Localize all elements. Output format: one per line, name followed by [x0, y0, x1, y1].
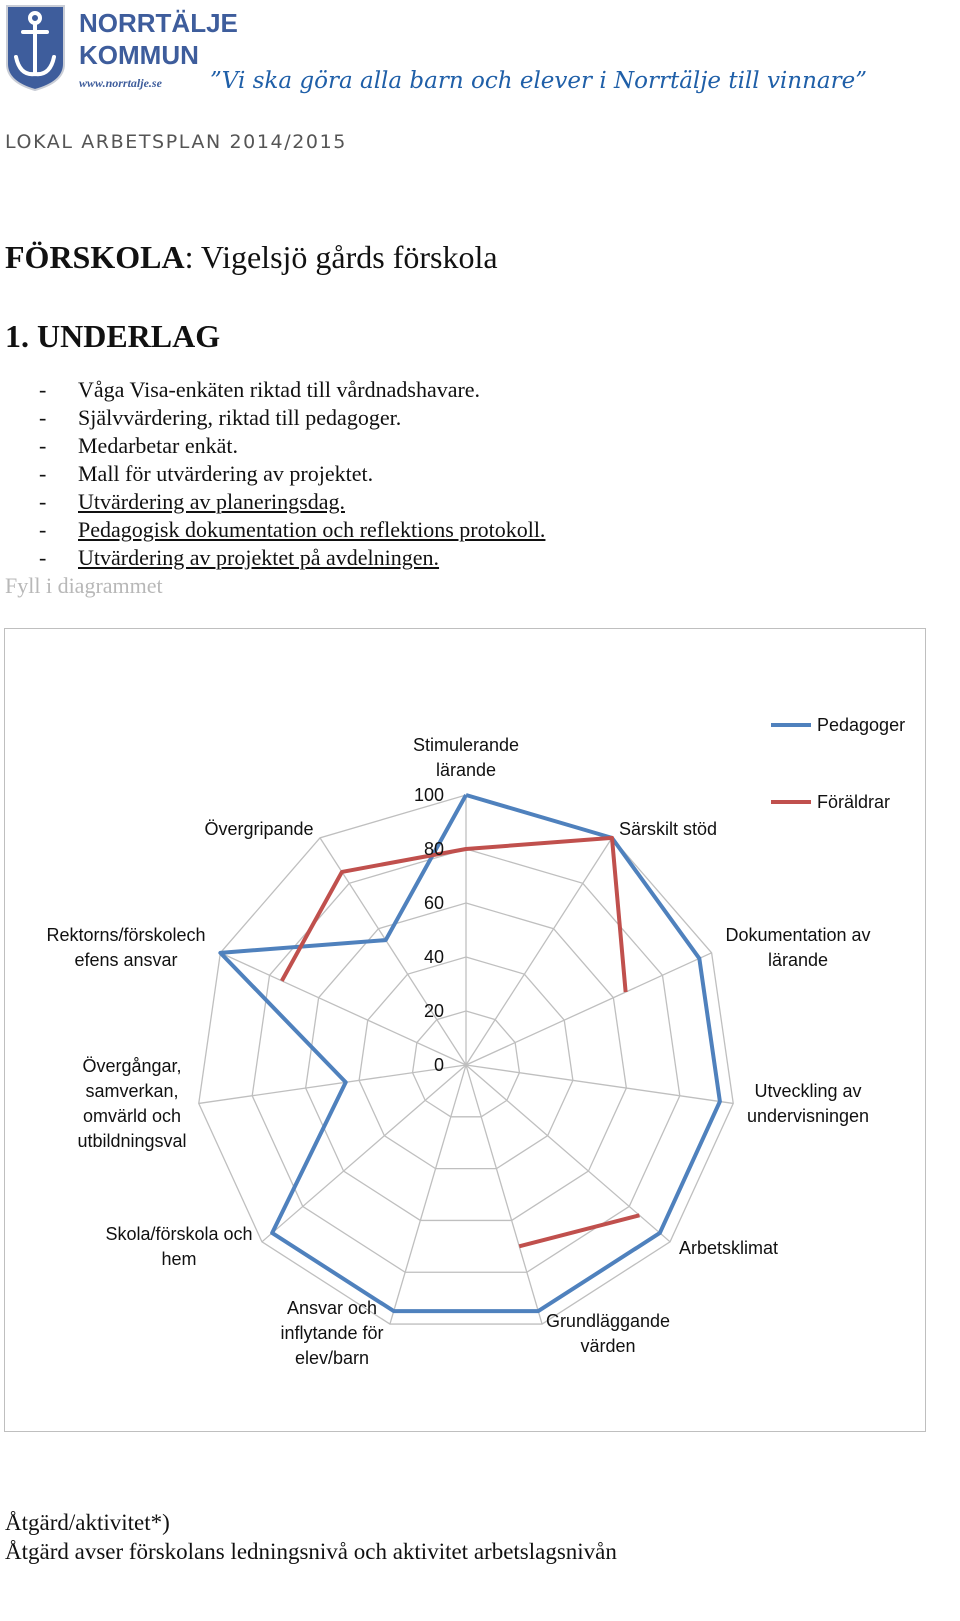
logo-name-line1: NORRTÄLJE	[79, 8, 238, 38]
category-label: Utveckling av	[754, 1081, 862, 1101]
list-dash: -	[39, 433, 47, 458]
title-prefix: FÖRSKOLA	[5, 239, 185, 275]
grid-spoke	[466, 1065, 733, 1103]
list-item-text: Medarbetar enkät.	[78, 433, 239, 458]
tick-label: 0	[433, 1055, 444, 1075]
radar-chart-svg	[5, 629, 925, 1431]
tick-label: 20	[423, 1001, 444, 1021]
list-item-text: Utvärdering av planeringsdag.	[78, 489, 345, 514]
category-label: samverkan,	[85, 1081, 179, 1101]
category-label: omvärld och	[82, 1106, 182, 1126]
grid-spoke	[466, 1065, 542, 1324]
category-label: värden	[580, 1336, 636, 1356]
series-line-pedagoger	[220, 795, 719, 1311]
legend-label: Föräldrar	[817, 792, 891, 812]
logo-url: www.norrtalje.se	[79, 76, 162, 90]
category-label: lärande	[767, 950, 829, 970]
title-school-name: : Vigelsjö gårds förskola	[184, 239, 498, 275]
category-label: Ansvar och	[286, 1298, 378, 1318]
basis-list	[5, 376, 545, 572]
municipality-logo	[4, 2, 238, 90]
tick-label: 80	[423, 839, 444, 859]
category-label: Övergångar,	[82, 1056, 182, 1076]
list-item[interactable]	[5, 488, 545, 516]
category-label: efens ansvar	[74, 950, 178, 970]
list-item-text: Pedagogisk dokumentation och reflektions protokoll.	[78, 517, 546, 542]
series-line-föräldrar	[282, 838, 626, 992]
category-label: Övergripande	[204, 819, 314, 839]
radar-chart	[4, 628, 926, 1432]
fill-diagram-hint: Fyll i diagrammet	[5, 573, 163, 598]
category-label: Arbetsklimat	[679, 1238, 779, 1258]
plan-label: LOKAL ARBETSPLAN 2014/2015	[5, 131, 347, 153]
category-label: Skola/förskola och	[105, 1224, 253, 1244]
category-label: Särskilt stöd	[619, 819, 718, 839]
action-heading: Åtgärd/aktivitet*)	[5, 1510, 170, 1535]
list-dash: -	[39, 405, 47, 430]
slogan: ”Vi ska göra alla barn och elever i Norrtälje till vinnare”	[210, 68, 867, 94]
category-label: elev/barn	[294, 1348, 370, 1368]
page-title	[5, 239, 498, 276]
list-item-text: Utvärdering av projektet på avdelningen.	[78, 545, 440, 570]
list-dash: -	[39, 489, 47, 514]
tick-label: 40	[423, 947, 444, 967]
list-dash: -	[39, 377, 47, 402]
category-label: inflytande för	[280, 1323, 384, 1343]
category-label: Rektorns/förskolech	[46, 925, 206, 945]
legend-label: Pedagoger	[817, 715, 906, 735]
list-dash: -	[39, 461, 47, 486]
logo-name-line2: KOMMUN	[79, 40, 199, 70]
list-dash: -	[39, 545, 47, 570]
tick-label: 100	[413, 785, 444, 805]
category-label: Stimulerande	[412, 735, 520, 755]
list-item	[5, 376, 545, 404]
list-dash: -	[39, 517, 47, 542]
category-label: Dokumentation av	[725, 925, 871, 945]
grid-spoke	[466, 838, 612, 1065]
grid-spoke	[390, 1065, 466, 1324]
list-item[interactable]	[5, 516, 545, 544]
action-note: Åtgärd avser förskolans ledningsnivå och aktivitet arbetslagsnivån	[5, 1539, 617, 1564]
list-item	[5, 460, 545, 488]
category-label: hem	[161, 1249, 197, 1269]
list-item	[5, 432, 545, 460]
series-line-föräldrar	[519, 1215, 639, 1246]
category-label: Grundläggande	[545, 1311, 671, 1331]
list-item-text: Våga Visa-enkäten riktad till vårdnadshavare.	[78, 377, 481, 402]
list-item	[5, 404, 545, 432]
list-item-text: Mall för utvärdering av projektet.	[78, 461, 374, 486]
section-heading: 1. UNDERLAG	[5, 318, 221, 354]
category-label: utbildningsval	[77, 1131, 187, 1151]
category-label: undervisningen	[746, 1106, 870, 1126]
category-label: lärande	[435, 760, 497, 780]
tick-label: 60	[423, 893, 444, 913]
list-item[interactable]	[5, 544, 545, 572]
list-item-text: Självvärdering, riktad till pedagoger.	[78, 405, 402, 430]
